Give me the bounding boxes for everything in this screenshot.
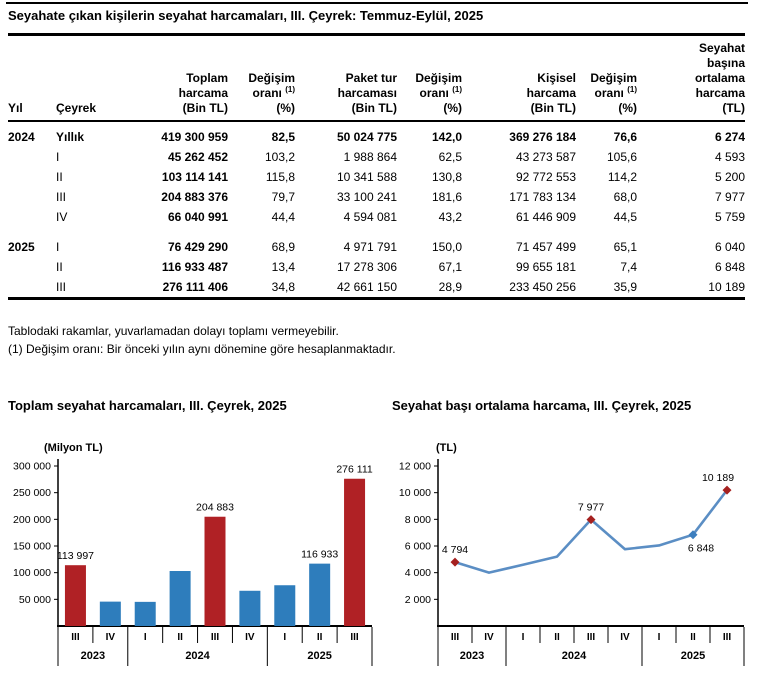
svg-text:IV: IV [105,632,116,643]
svg-text:250 000: 250 000 [13,487,51,500]
bar-202320242025-2 [135,602,156,626]
table-header [8,35,745,122]
value-cell: 62,5 [438,150,462,164]
value-cell: 116 933 487 [161,260,228,274]
bar-chart-svg [8,456,380,674]
data-point-marker [451,558,460,567]
value-cell: 171 783 134 [509,190,576,204]
year-cell: 2024 [8,130,35,144]
table-footnotes [8,322,396,358]
value-cell: 130,8 [431,170,462,184]
value-cell: 10 189 [708,280,745,294]
year-cell [8,187,56,207]
svg-text:II: II [316,632,323,643]
value-cell: 43,2 [438,210,462,224]
quarter-cell: I [56,150,60,164]
quarter-cell: Yıllık [56,130,85,144]
svg-text:I: I [521,632,525,643]
svg-text:2023: 2023 [80,650,106,662]
year-cell [8,147,56,167]
line-chart-unit-label: (TL) [436,442,457,454]
value-cell: 4 594 081 [343,210,397,224]
value-cell: 103,2 [264,150,295,164]
year-cell [8,277,56,299]
table-row [8,167,745,187]
value-cell: 233 450 256 [509,280,576,294]
svg-text:III: III [722,632,732,643]
column-header: Yıl [8,101,23,115]
value-cell: 28,9 [438,280,462,294]
svg-text:2024: 2024 [561,650,587,662]
column-header: Değişim oranı $^{(1)}$ (%) [415,71,462,115]
value-cell: 82,5 [271,130,295,144]
svg-text:IV: IV [620,632,630,643]
value-cell: 43 273 587 [515,150,576,164]
table-row [8,147,745,167]
value-cell: 50 024 775 [336,130,397,144]
value-cell: 99 655 181 [515,260,576,274]
bar-chart-title: Toplam seyahat harcamaları, III. Çeyrek, 2025 [8,398,287,413]
value-cell: 4 971 791 [343,240,397,254]
footnote-rounding: Tablodaki rakamlar, yuvarlamadan dolayı toplamı vermeyebilir. [8,324,339,338]
value-cell: 10 341 588 [336,170,397,184]
table-row [8,121,745,147]
year-cell [8,207,56,227]
svg-text:II: II [554,632,560,643]
value-cell: 181,6 [431,190,462,204]
svg-text:300 000: 300 000 [13,460,51,473]
line-chart-average-expenditure [392,398,756,662]
value-cell: 204 883 376 [161,190,228,204]
svg-text:10 000: 10 000 [398,487,431,500]
svg-text:150 000: 150 000 [13,540,51,553]
svg-text:I: I [143,632,147,643]
svg-text:204 883: 204 883 [196,501,234,514]
svg-text:12 000: 12 000 [398,460,431,473]
footnote-change-rate: (1) Değişim oranı: Bir önceki yılın aynı dönemine göre hesaplanmaktadır. [8,342,396,356]
column-header: Paket tur harcaması (Bin TL) [337,71,397,115]
value-cell: 7 977 [714,190,745,204]
value-cell: 150,0 [431,240,462,254]
table-row [8,207,745,227]
svg-text:200 000: 200 000 [13,513,51,526]
bar-chart-total-expenditure [8,398,392,662]
value-cell: 419 300 959 [161,130,228,144]
value-cell: 6 274 [714,130,745,144]
page-title: Seyahate çıkan kişilerin seyahat harcamaları, III. Çeyrek: Temmuz-Eylül, 2025 [8,8,484,23]
quarter-cell: II [56,170,63,184]
value-cell: 79,7 [271,190,295,204]
value-cell: 369 276 184 [509,130,576,144]
value-cell: 67,1 [438,260,462,274]
svg-text:III: III [350,632,359,643]
charts-section [8,398,760,662]
svg-text:2 000: 2 000 [404,593,431,606]
value-cell: 276 111 406 [162,280,228,294]
value-cell: 1 988 864 [343,150,397,164]
value-cell: 17 278 306 [336,260,397,274]
quarter-cell: IV [56,210,68,224]
svg-text:II: II [177,632,183,643]
column-header: Çeyrek [56,101,97,115]
value-cell: 65,1 [613,240,637,254]
value-cell: 44,5 [613,210,637,224]
year-cell [8,167,56,187]
svg-text:6 000: 6 000 [404,540,431,553]
value-cell: 44,4 [271,210,295,224]
table-row [8,227,745,257]
value-cell: 68,9 [271,240,295,254]
svg-text:2023: 2023 [459,650,485,662]
svg-text:7 977: 7 977 [577,501,605,514]
svg-text:116 933: 116 933 [301,548,339,561]
value-cell: 6 848 [714,260,745,274]
svg-text:4 000: 4 000 [404,567,431,580]
column-header: Seyahat başına ortalama harcama (TL) [694,41,745,115]
bar-202320242025-1 [100,602,121,626]
svg-text:2024: 2024 [185,650,210,662]
column-header: Değişim oranı $^{(1)}$ (%) [248,71,295,115]
svg-text:4 794: 4 794 [441,544,469,557]
bar-chart-unit-label: (Milyon TL) [44,442,103,454]
top-rule [6,2,748,4]
value-cell: 45 262 452 [167,150,228,164]
value-cell: 105,6 [606,150,637,164]
svg-text:I: I [283,632,287,643]
year-cell: 2025 [8,240,35,254]
line-chart-svg [392,456,752,674]
value-cell: 5 759 [714,210,745,224]
value-cell: 13,4 [271,260,295,274]
svg-text:III: III [586,632,596,643]
bar-202320242025-4 [205,517,226,626]
bar-202320242025-5 [239,591,260,626]
value-cell: 61 446 909 [515,210,576,224]
svg-text:III: III [450,632,460,643]
value-cell: 68,0 [613,190,637,204]
svg-text:276 111: 276 111 [336,463,373,476]
svg-text:8 000: 8 000 [404,513,431,526]
value-cell: 92 772 553 [515,170,576,184]
quarter-cell: III [56,280,67,294]
svg-text:I: I [657,632,661,643]
svg-text:50 000: 50 000 [18,593,51,606]
value-cell: 76,6 [613,130,637,144]
svg-text:100 000: 100 000 [13,567,51,580]
table-row [8,277,745,299]
svg-text:6 848: 6 848 [687,542,715,555]
value-cell: 7,4 [620,260,637,274]
quarter-cell: I [56,240,60,254]
value-cell: 142,0 [431,130,462,144]
svg-text:113 997: 113 997 [56,550,95,563]
line-chart-title: Seyahat başı ortalama harcama, III. Çeyrek, 2025 [392,398,692,413]
value-cell: 76 429 290 [167,240,228,254]
svg-text:III: III [210,632,220,643]
column-header: Kişisel harcama (Bin TL) [526,71,576,115]
table-body [8,121,745,299]
column-header: Toplam harcama (Bin TL) [178,71,228,115]
value-cell: 103 114 141 [161,170,228,184]
svg-text:II: II [690,632,696,643]
svg-text:IV: IV [484,632,494,643]
value-cell: 5 200 [714,170,745,184]
bar-202320242025-6 [274,585,295,626]
value-cell: 115,8 [265,170,295,184]
svg-text:2025: 2025 [680,650,706,662]
value-cell: 42 661 150 [336,280,397,294]
value-cell: 35,9 [613,280,637,294]
bar-202320242025-0 [65,565,86,626]
bar-202320242025-7 [309,564,330,626]
value-cell: 34,8 [271,280,295,294]
table-row [8,187,745,207]
quarter-cell: III [56,190,67,204]
table-row [8,257,745,277]
svg-text:IV: IV [245,632,255,643]
svg-text:III: III [71,632,80,643]
year-cell [8,257,56,277]
svg-text:2025: 2025 [307,650,332,662]
value-cell: 71 457 499 [515,240,576,254]
value-cell: 114,2 [607,170,637,184]
value-cell: 4 593 [714,150,745,164]
bar-202320242025-3 [170,571,191,626]
travel-expenditure-table [8,33,745,300]
value-cell: 33 100 241 [336,190,397,204]
column-header: Değişim oranı $^{(1)}$ (%) [590,71,637,115]
quarter-cell: II [56,260,63,274]
value-cell: 6 040 [714,240,745,254]
bar-202320242025-8 [344,479,365,626]
svg-text:10 189: 10 189 [701,472,735,485]
value-cell: 66 040 991 [167,210,228,224]
